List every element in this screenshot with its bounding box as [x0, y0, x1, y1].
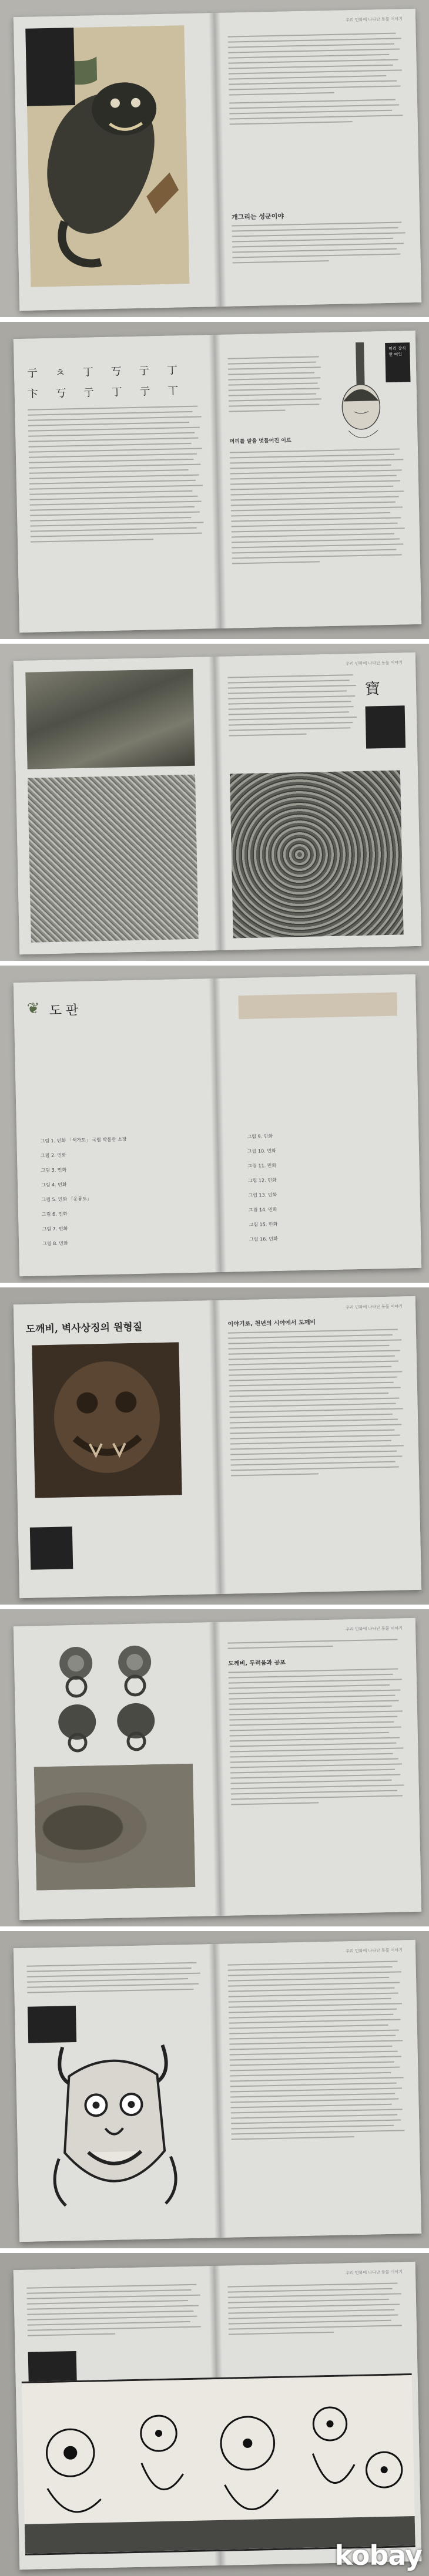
toc-item: 그림 16. 민화: [249, 1236, 278, 1242]
book-photo-8: [0, 2253, 429, 2576]
book-photo-5: [0, 1287, 429, 1605]
chapter-title: 도깨비, 벽사상징의 원형질: [25, 1321, 143, 1336]
running-header: 우리 민화에 나타난 동물 이야기: [346, 660, 403, 667]
running-header: 우리 민화에 나타난 동물 이야기: [346, 2269, 403, 2276]
book-spread: [14, 1618, 421, 1920]
body-text: [228, 32, 405, 129]
book-spread: [14, 331, 421, 633]
bird-icon: ❦: [26, 1000, 40, 1018]
mural-rubbing: [28, 775, 199, 943]
toc-item: 그림 2. 민화: [40, 1152, 66, 1159]
toc-item: 그림 5. 민화 「운룡도」: [41, 1196, 92, 1203]
relief-photo: [230, 770, 404, 938]
book-spread: [14, 1296, 421, 1598]
header-image: [238, 993, 397, 1020]
hanja-mark: 寶: [364, 680, 381, 698]
body-text: [227, 2282, 404, 2339]
left-page: [14, 978, 220, 1276]
right-page: [214, 331, 421, 628]
image-caption: [25, 28, 75, 106]
body-text: [28, 405, 206, 546]
toc-item: 그림 8. 민화: [42, 1240, 68, 1247]
right-page: [214, 1618, 421, 1916]
book-spread: [14, 653, 421, 954]
body-text: [26, 2284, 203, 2340]
hanja-row: 卞 丂 亍 丁 亍 丅: [27, 385, 186, 401]
running-header: 우리 민화에 나타난 동물 이야기: [346, 16, 403, 23]
book-spread: [14, 1940, 421, 2242]
toc-item: 그림 15. 민화: [249, 1221, 278, 1228]
book-photo-4: [0, 966, 429, 1283]
running-header: 우리 민화에 나타난 동물 이야기: [346, 1304, 403, 1310]
book-spread: [14, 2262, 422, 2570]
book-photo-7: [0, 1931, 429, 2248]
body-text: [227, 1639, 403, 1653]
toc-item: 그림 1. 민화 「책가도」 국립 박물관 소장: [40, 1136, 127, 1144]
book-photo-1: [0, 0, 429, 317]
goblin-tile-photo: [32, 1342, 182, 1498]
relief-photo: [34, 1764, 195, 1891]
section-subheading: 도깨비, 두려움과 공포: [228, 1659, 286, 1667]
image-caption: 머리 장식한 여인: [385, 342, 410, 382]
section-subheading: 이야기로, 천년의 시야에서 도깨비: [227, 1319, 316, 1328]
body-text: [230, 448, 407, 568]
body-text: [227, 1960, 406, 2144]
right-page: [214, 1296, 421, 1594]
right-page: [214, 1940, 421, 2238]
section-subheading: 개그리는 성군이야: [231, 212, 284, 221]
book-photo-6: [0, 1609, 429, 1926]
image-caption: [28, 2351, 77, 2383]
left-page: [14, 1944, 220, 2242]
goblin-scroll-painting: [22, 2373, 415, 2555]
landscape-photo: [25, 669, 195, 769]
running-header: 우리 민화에 나타난 동물 이야기: [346, 1626, 403, 1632]
toc-item: 그림 14. 민화: [248, 1206, 277, 1213]
toc-item: 그림 10. 민화: [247, 1148, 276, 1154]
left-page: [14, 657, 220, 954]
book-spread: [14, 974, 421, 1276]
watermark: kobay: [334, 2540, 422, 2571]
toc-item: 그림 12. 민화: [247, 1177, 277, 1183]
toc-item: 그림 6. 민화: [42, 1211, 68, 1218]
left-page: [14, 335, 220, 633]
section-subheading: 머리를 말을 멋들어진 이르: [229, 438, 291, 445]
right-page: [214, 653, 421, 950]
door-knocker-photo: [31, 1637, 180, 1758]
body-text: [227, 674, 358, 741]
left-page: [14, 13, 220, 311]
body-text: [26, 1962, 202, 1997]
body-text: [232, 221, 407, 267]
right-page: [214, 974, 421, 1272]
body-text: [229, 1668, 407, 1809]
body-text: [228, 356, 323, 416]
hanja-row: 亍 ㅊ 丁 丂 亍 丁: [26, 364, 185, 380]
toc-item: 그림 13. 민화: [248, 1192, 277, 1198]
toc-item: 그림 4. 민화: [41, 1182, 67, 1188]
toc-item: 그림 11. 민화: [247, 1162, 277, 1169]
right-page: [214, 9, 421, 307]
image-caption: [30, 1526, 73, 1569]
body-text: [228, 1329, 406, 1480]
book-photo-3: [0, 644, 429, 961]
book-photo-2: [0, 322, 429, 639]
goblin-mask-illustration: [45, 2033, 183, 2212]
toc-item: 그림 7. 민화: [42, 1226, 68, 1232]
toc-item: 그림 9. 민화: [247, 1134, 273, 1139]
toc-title: 도 판: [49, 1003, 79, 1018]
left-page: [14, 1622, 220, 1920]
toc-item: 그림 3. 민화: [41, 1167, 67, 1173]
left-page: [14, 1300, 220, 1598]
book-spread: [14, 9, 421, 311]
running-header: 우리 민화에 나타난 동물 이야기: [346, 1948, 403, 1954]
image-caption: [366, 705, 405, 748]
